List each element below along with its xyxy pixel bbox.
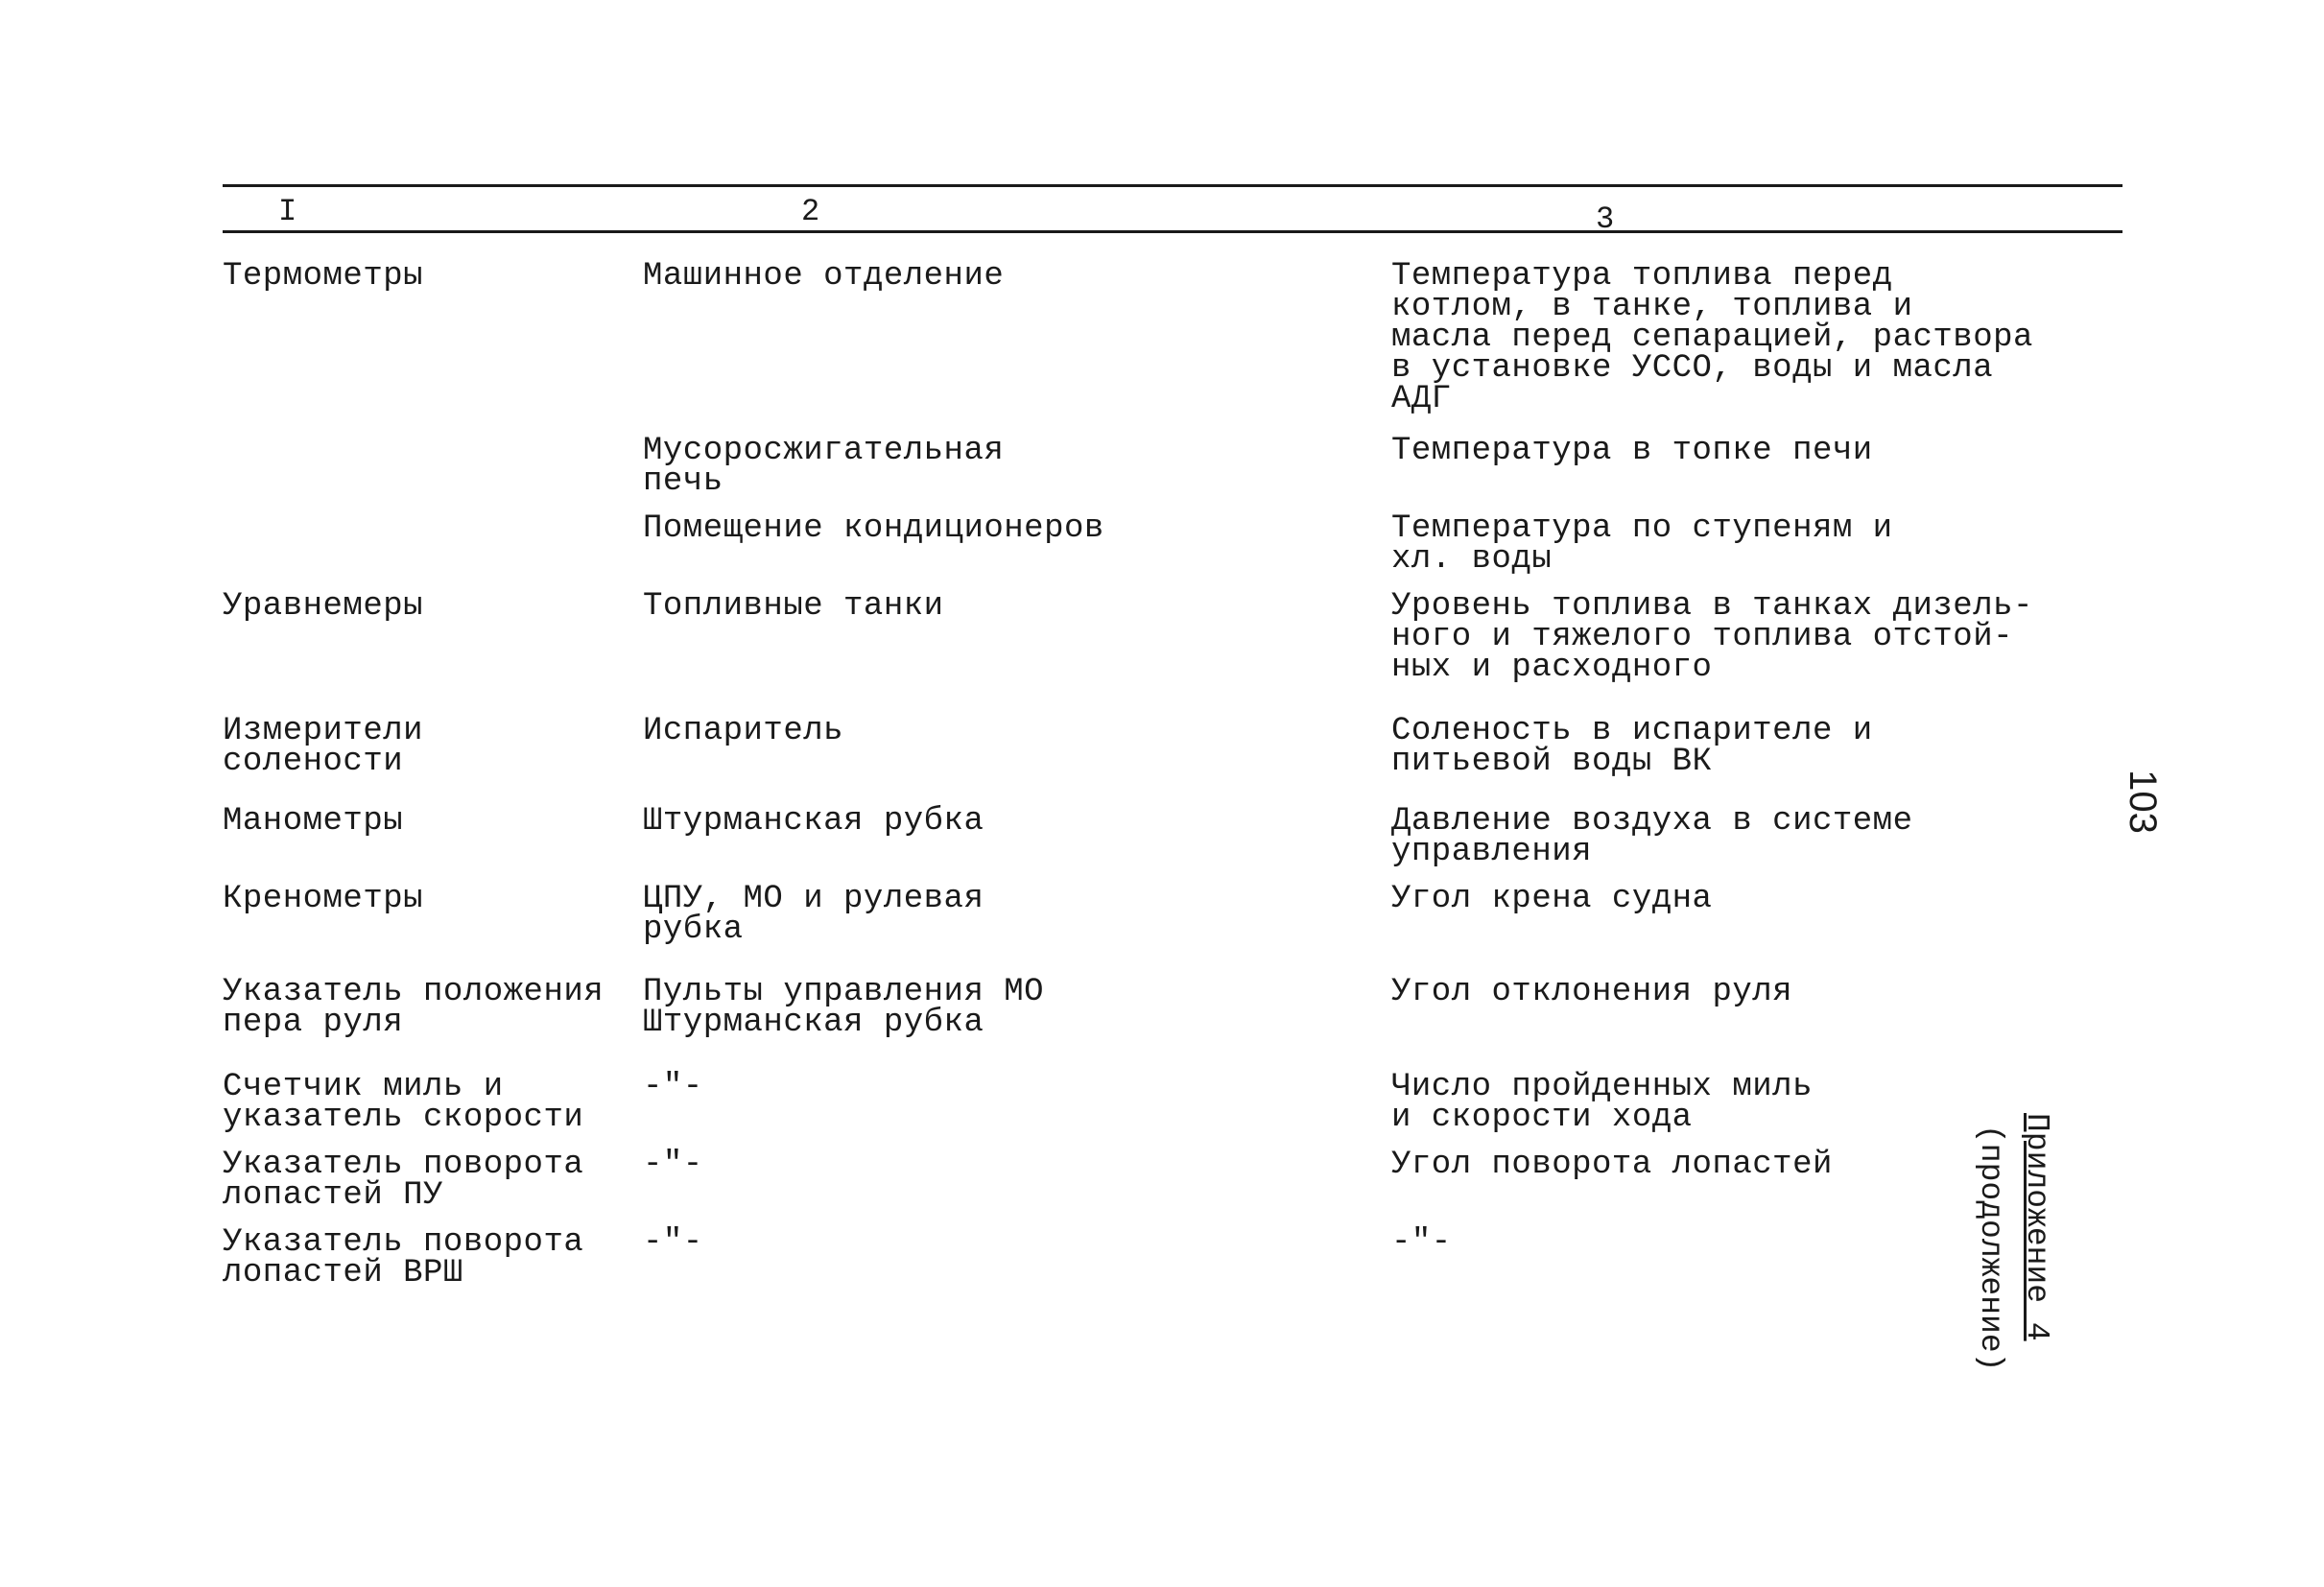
appendix-subtitle: (продолжение)	[1973, 1125, 2008, 1372]
table-cell-device: Указатель поворота лопастей ПУ	[223, 1147, 584, 1214]
table-cell-device: Измерители солености	[223, 713, 424, 780]
table-cell-device: Указатель положения пера руля	[223, 974, 605, 1041]
table-cell-parameter: Температура топлива перед котлом, в танке, топлива и масла перед сепарацией, раствора в установке УССО, воды и масла АДГ	[1391, 258, 2033, 417]
table-cell-device: Манометры	[223, 803, 404, 840]
page-number	[2121, 768, 2163, 835]
table-cell-parameter: Уровень топлива в танках дизель- ного и тяжелого топлива отстой- ных и расходного	[1391, 588, 2033, 686]
table-cell-parameter: Угол поворота лопастей	[1391, 1147, 1833, 1183]
table-cell-location: Машинное отделение	[643, 258, 1005, 295]
table-cell-device: Указатель поворота лопастей ВРШ	[223, 1224, 584, 1291]
table-cell-parameter: Число пройденных миль и скорости хода	[1391, 1069, 1813, 1136]
table-cell-location: ЦПУ, МО и рулевая рубка	[643, 881, 984, 948]
appendix-title: Приложение 4	[2019, 1113, 2054, 1341]
table-cell-parameter: Температура по ступеням и хл. воды	[1391, 510, 1893, 578]
table-cell-device: Уравнемеры	[223, 588, 424, 625]
column-header-1: I	[278, 194, 297, 229]
table-cell-location: Топливные танки	[643, 588, 944, 625]
appendix-label	[1957, 1113, 2073, 1372]
table-cell-location: Штурманская рубка	[643, 803, 984, 840]
table-cell-device: Термометры	[223, 258, 424, 295]
table-cell-location: Помещение кондиционеров	[643, 510, 1104, 547]
table-cell-parameter: Температура в топке печи	[1391, 433, 1873, 469]
table-cell-parameter: -"-	[1391, 1224, 1452, 1261]
table-cell-device: Кренометры	[223, 881, 424, 917]
table-cell-location: -"-	[643, 1069, 703, 1105]
table-cell-location: -"-	[643, 1147, 703, 1183]
table-cell-location: Пульты управления МО Штурманская рубка	[643, 974, 1045, 1041]
table-header-rule	[223, 230, 2122, 233]
table-cell-location: -"-	[643, 1224, 703, 1261]
table-cell-parameter: Соленость в испарителе и питьевой воды ВК	[1391, 713, 1873, 780]
column-header-3: 3	[1596, 201, 1615, 237]
table-cell-location: Мусоросжигательная печь	[643, 433, 1005, 500]
table-cell-location: Испаритель	[643, 713, 844, 749]
table-top-rule	[223, 184, 2122, 187]
table-cell-device: Счетчик миль и указатель скорости	[223, 1069, 584, 1136]
column-header-2: 2	[801, 194, 820, 229]
table-cell-parameter: Угол крена судна	[1391, 881, 1713, 917]
table-cell-parameter: Угол отклонения руля	[1391, 974, 1793, 1010]
table-cell-parameter: Давление воздуха в системе управления	[1391, 803, 1913, 870]
page-number-text: 103	[2121, 769, 2164, 834]
